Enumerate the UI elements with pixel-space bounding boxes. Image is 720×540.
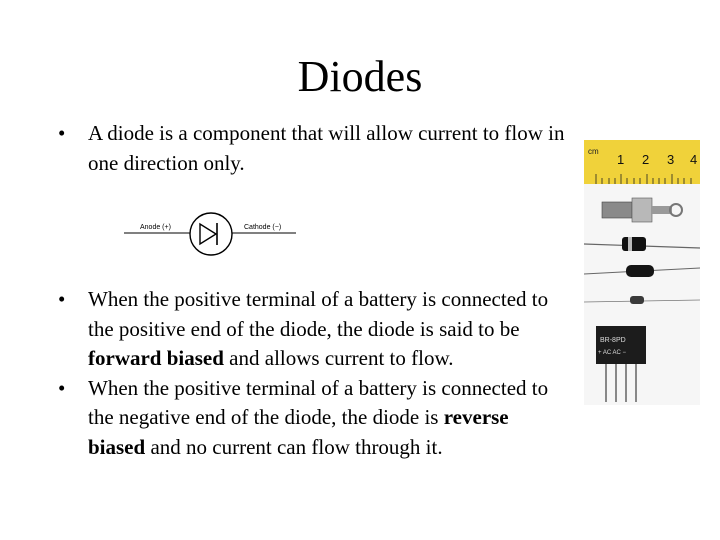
bullet-list-top (58, 119, 568, 178)
diode-circle (190, 213, 232, 255)
bridge-label: BR-8PD (600, 337, 626, 344)
anode-label: Anode (+) (140, 224, 171, 231)
bullet-list-bottom (58, 285, 568, 462)
bullet-item (58, 285, 568, 374)
bridge-label: + AC AC − (598, 350, 627, 356)
ruler-mark: 1 (617, 152, 625, 167)
bullet-item (58, 374, 568, 463)
bullet-marker: • (58, 287, 66, 311)
bullet-text-part: and no current can flow through it. (145, 434, 443, 459)
bullet-text: A diode is a component that will allow current to flow in one direction only. (88, 121, 565, 175)
ruler-unit: cm (588, 147, 599, 156)
diodes-photo (584, 140, 700, 405)
bullet-text-part: and allows current to flow. (223, 346, 454, 370)
bullet-bold-term: forward biased (88, 346, 224, 370)
axial-diode-small (630, 296, 644, 304)
diode-symbol-diagram (120, 208, 300, 258)
bullet-item (58, 119, 568, 178)
bullet-bold-term: reverse biased (88, 405, 509, 459)
bullet-marker: • (58, 375, 66, 400)
diode-triangle (200, 224, 216, 244)
axial-diode-large (622, 237, 646, 251)
ruler-mark: 3 (667, 152, 675, 167)
bullet-text-part: When the positive terminal of a battery is connected to the positive end of the diode, the diode is said to be (88, 287, 549, 341)
bullet-marker: • (58, 121, 66, 145)
slide-title: Diodes (297, 52, 423, 101)
axial-diode-medium (626, 265, 654, 277)
bullet-text-part: When the positive terminal of a battery is connected to the negative end of the diode, the diode is (88, 375, 549, 429)
ruler-mark: 4 (690, 152, 698, 167)
ruler-mark: 2 (642, 152, 650, 167)
cathode-label: Cathode (−) (244, 224, 282, 231)
